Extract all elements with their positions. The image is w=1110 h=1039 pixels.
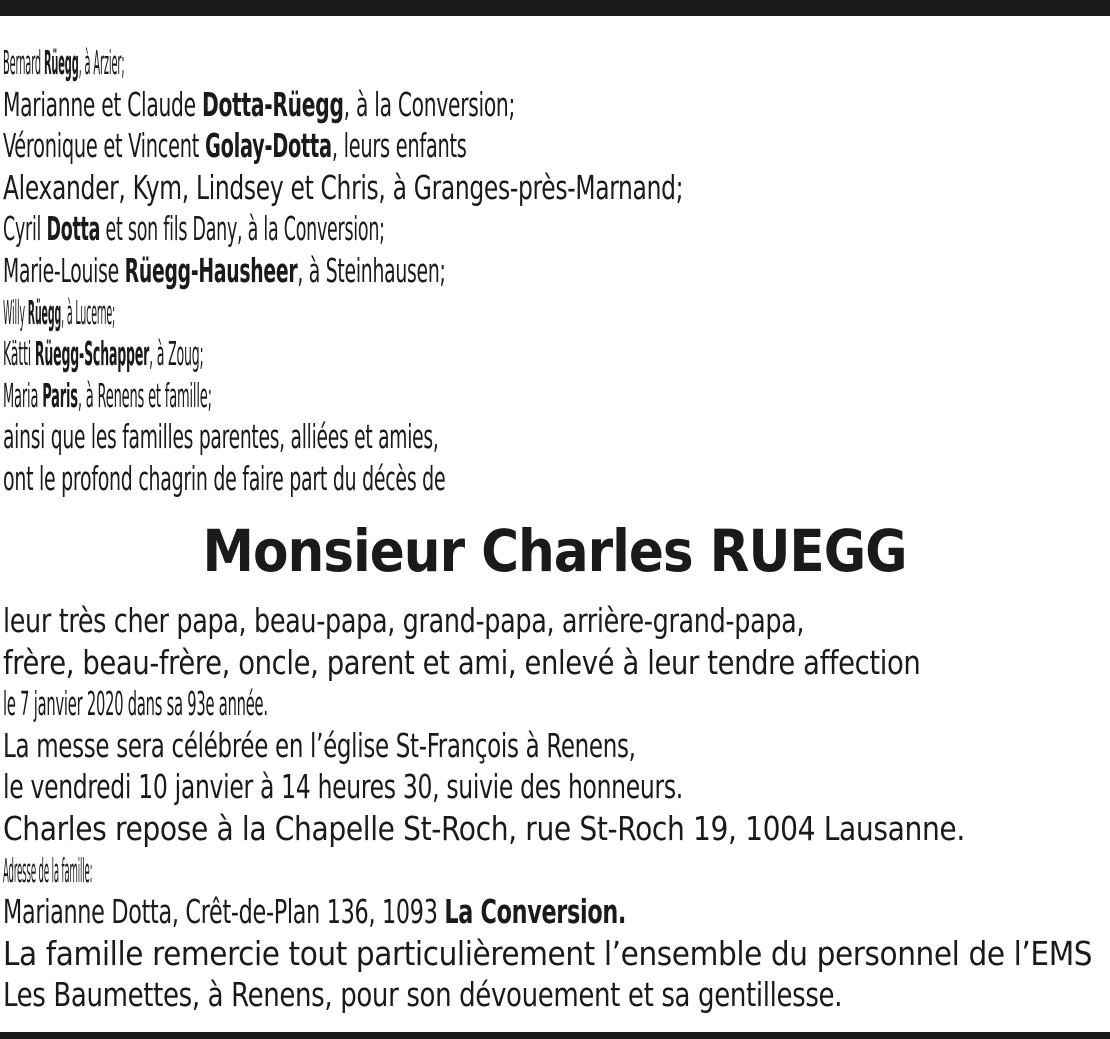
body-line (3, 642, 1025, 684)
line-text: Les Baumettes, à Renens, pour son dévouement et sa gentillesse. (3, 975, 843, 1015)
line-text: ont le profond chagrin de faire part du décès de (3, 458, 446, 498)
body-line (3, 725, 859, 767)
family-name: Rüegg (43, 43, 79, 82)
line-text: Alexander, Kym, Lindsey et Chris, à Granges-près-Marnand; (3, 167, 684, 207)
line-text: Véronique et Vincent (3, 126, 206, 166)
family-line (3, 333, 470, 375)
family-line (3, 416, 699, 458)
line-text: , à Zoug; (149, 334, 204, 374)
family-name: Golay-Dotta (205, 126, 332, 166)
family-line (3, 292, 355, 334)
line-text: Maria (3, 375, 43, 415)
family-name: Rüegg (27, 292, 62, 332)
line-text: Kätti (3, 334, 35, 374)
top-border-rule (0, 0, 1110, 16)
line-text: Marianne et Claude (3, 84, 202, 124)
line-text: ainsi que les familles parentes, alliées et amies, (3, 417, 439, 457)
line-text: , à Lucerne; (61, 292, 116, 332)
family-name: Rüegg-Schapper (34, 334, 150, 374)
family-line (3, 208, 653, 250)
line-text: , à Steinhausen; (297, 250, 446, 290)
line-text: , à Renens et famille; (77, 375, 212, 415)
line-text: Charles repose à la Chapelle St-Roch, rue St-Roch 19, 1004 Lausanne. (3, 808, 965, 848)
line-text: Adresse de la famille: (3, 850, 93, 890)
family-line (3, 250, 703, 292)
family-list (3, 42, 1110, 500)
family-line (3, 125, 724, 167)
line-text: leur très cher papa, beau-papa, grand-papa, arrière-grand-papa, (3, 601, 805, 640)
line-text: La famille remercie tout particulièrement l’ensemble du personnel de l’EMS (3, 933, 1093, 973)
family-line (3, 458, 709, 500)
family-name: Paris (42, 375, 78, 415)
line-text: , à la Conversion; (343, 84, 516, 124)
body-line (3, 808, 1052, 850)
body-line (3, 933, 1105, 975)
line-text: Cyril (3, 209, 47, 249)
line-text: , à Arzier; (78, 43, 125, 82)
line-text: Marianne Dotta, Crêt-de-Plan 136, 1093 (3, 892, 445, 932)
deceased-name-heading: Monsieur Charles RUEGG (202, 517, 907, 585)
announcement-body (3, 600, 1110, 1016)
family-line (3, 375, 488, 417)
body-line (3, 974, 973, 1016)
line-text: La messe sera célébrée en l’église St-François à Renens, (3, 725, 636, 765)
line-text: Marie-Louise (3, 250, 125, 290)
family-name: Dotta-Rüegg (201, 84, 344, 124)
line-text: le vendredi 10 janvier à 14 heures 30, suivie des honneurs. (3, 767, 683, 807)
body-line (3, 766, 879, 808)
family-name: Dotta (46, 209, 101, 249)
body-line (3, 891, 835, 933)
family-name: Rüegg-Hausheer (124, 250, 298, 290)
line-text: le 7 janvier 2020 dans sa 93e année. (3, 684, 268, 724)
body-line (3, 850, 321, 892)
line-text: Willy (3, 292, 28, 332)
family-line (3, 84, 757, 126)
family-line (3, 42, 369, 84)
bottom-border-rule (0, 1032, 1110, 1039)
bold-text: La Conversion. (444, 892, 627, 932)
line-text: frère, beau-frère, oncle, parent et ami, enlevé à leur tendre affection (3, 642, 921, 682)
body-line (3, 683, 549, 725)
line-text: , leurs enfants (331, 126, 467, 166)
body-line (3, 600, 952, 642)
family-line (3, 167, 875, 209)
line-text: Bernard (3, 43, 44, 82)
line-text: et son fils Dany, à la Conversion; (100, 209, 385, 249)
